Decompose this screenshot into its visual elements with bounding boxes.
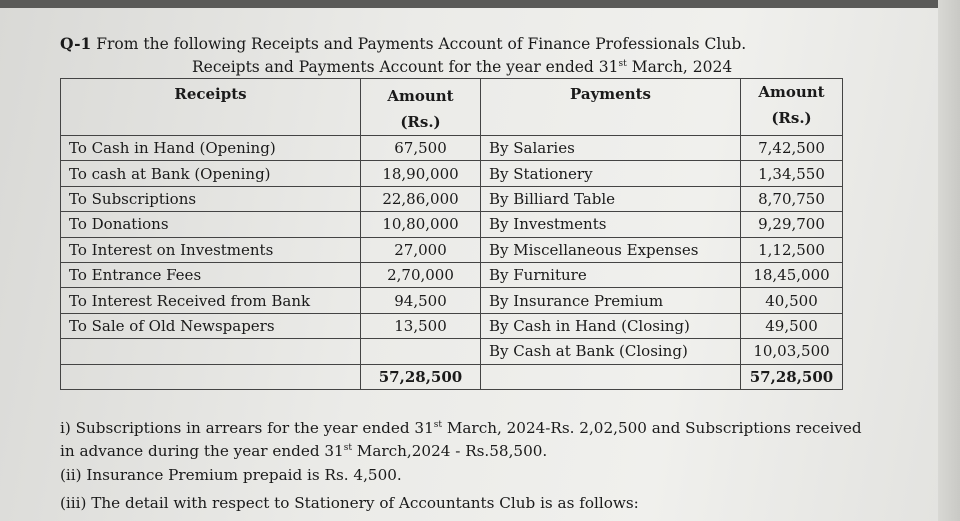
payment-cell: By Insurance Premium: [481, 288, 741, 313]
header-payments: Payments: [481, 79, 741, 136]
title-post: March, 2024: [626, 58, 733, 76]
payments-total: 57,28,500: [741, 364, 843, 389]
table-row: [61, 186, 843, 211]
page-edge: [938, 0, 960, 521]
title-sup: st: [618, 58, 627, 69]
payment-amount-cell: 10,03,500: [741, 339, 843, 364]
account-title: [192, 58, 732, 76]
note-sup: st: [343, 443, 352, 454]
receipts-total: 57,28,500: [361, 364, 481, 389]
amount-label: Amount: [387, 87, 454, 105]
photo-top-edge: [0, 0, 960, 8]
receipt-cell: To Sale of Old Newspapers: [61, 313, 361, 338]
header-receipts: Receipts: [61, 79, 361, 136]
question-heading: [60, 34, 746, 53]
totals-row: [61, 364, 843, 389]
table-row: [61, 136, 843, 161]
amount-label: Amount: [758, 83, 825, 101]
rs-label: (Rs.): [400, 113, 441, 131]
note-text: in advance during the year ended 31: [60, 442, 344, 461]
table-row: [61, 237, 843, 262]
receipt-cell: To Cash in Hand (Opening): [61, 136, 361, 161]
payment-amount-cell: 8,70,750: [741, 186, 843, 211]
payment-amount-cell: 18,45,000: [741, 262, 843, 287]
table-row: [61, 288, 843, 313]
payment-amount-cell: 49,500: [741, 313, 843, 338]
note-sup: st: [433, 420, 442, 430]
header-amount-receipts: [361, 79, 481, 136]
header-row: [61, 79, 843, 136]
note-text: March,2024 - Rs.58,500.: [351, 442, 548, 461]
receipt-cell: To Donations: [61, 212, 361, 237]
payment-cell: By Salaries: [481, 136, 741, 161]
receipt-amount-cell: 18,90,000: [361, 161, 481, 186]
receipt-amount-cell: 13,500: [361, 313, 481, 338]
title-pre: Receipts and Payments Account for the year ended 31: [192, 58, 619, 76]
receipt-amount-cell: 27,000: [361, 237, 481, 262]
payment-cell: By Stationery: [481, 161, 741, 186]
receipt-cell: To Entrance Fees: [61, 262, 361, 287]
receipt-amount-cell: 10,80,000: [361, 212, 481, 237]
receipt-cell: To Subscriptions: [61, 186, 361, 211]
payment-cell: By Cash in Hand (Closing): [481, 313, 741, 338]
payment-amount-cell: 9,29,700: [741, 212, 843, 237]
header-amount-payments: [741, 79, 843, 136]
question-number: Q-1: [60, 34, 92, 53]
payment-cell: By Billiard Table: [481, 186, 741, 211]
payment-cell: By Cash at Bank (Closing): [481, 339, 741, 364]
table-row: [61, 262, 843, 287]
empty-cell: [481, 364, 741, 389]
empty-cell: [61, 364, 361, 389]
table-row: [61, 313, 843, 338]
payment-amount-cell: 1,12,500: [741, 237, 843, 262]
payment-cell: By Furniture: [481, 262, 741, 287]
payment-amount-cell: 7,42,500: [741, 136, 843, 161]
note-3: (iii) The detail with respect to Stationery of Accountants Club is as follows:: [60, 494, 639, 513]
payment-amount-cell: 1,34,550: [741, 161, 843, 186]
receipt-cell: To Interest Received from Bank: [61, 288, 361, 313]
question-text: From the following Receipts and Payments Account of Finance Professionals Club.: [96, 35, 747, 53]
table-row: [61, 212, 843, 237]
receipt-cell: [61, 339, 361, 364]
receipt-cell: To cash at Bank (Opening): [61, 161, 361, 186]
receipts-payments-table: [60, 78, 843, 390]
payment-cell: By Miscellaneous Expenses: [481, 237, 741, 262]
notes: [60, 413, 862, 515]
receipt-cell: To Interest on Investments: [61, 237, 361, 262]
receipt-amount-cell: 67,500: [361, 136, 481, 161]
table-row: [61, 339, 843, 364]
receipt-amount-cell: 22,86,000: [361, 186, 481, 211]
rs-label: (Rs.): [771, 109, 812, 127]
receipt-amount-cell: 94,500: [361, 288, 481, 313]
receipt-amount-cell: 2,70,000: [361, 262, 481, 287]
note-text: March, 2024-Rs. 2,02,500 and Subscriptions received: [442, 419, 862, 438]
note-text: i) Subscriptions in arrears for the year ended 31: [60, 419, 434, 438]
payment-cell: By Investments: [481, 212, 741, 237]
payment-amount-cell: 40,500: [741, 288, 843, 313]
table-row: [61, 161, 843, 186]
receipt-amount-cell: [361, 339, 481, 364]
note-2: (ii) Insurance Premium prepaid is Rs. 4,500.: [60, 466, 402, 485]
note-1-cont: [60, 436, 862, 463]
